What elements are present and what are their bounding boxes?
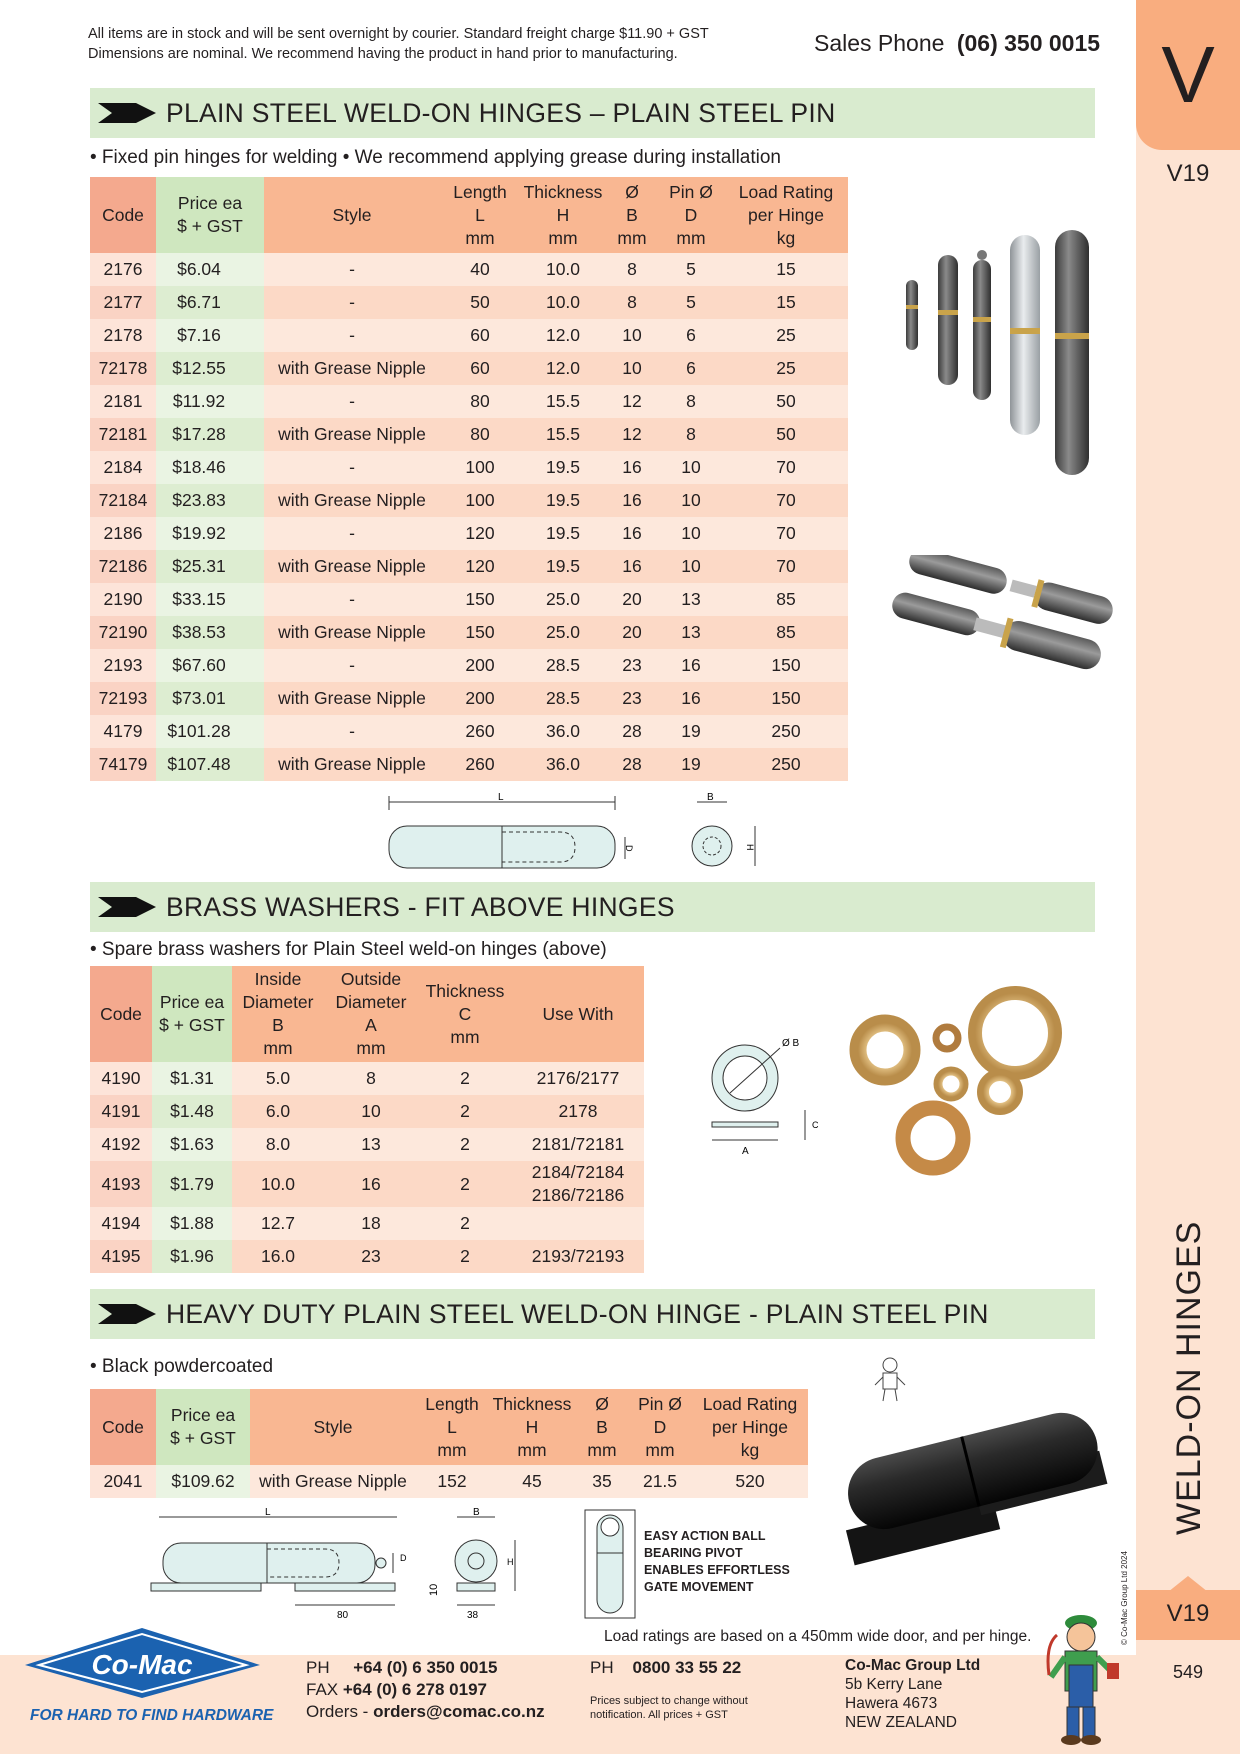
table-cell: $11.92 — [156, 385, 264, 418]
table-cell: 2 — [418, 1062, 512, 1095]
stock-notice — [88, 24, 709, 64]
table-cell: 2041 — [90, 1465, 156, 1498]
dim-D-label: D — [624, 845, 634, 852]
company-name: Co-Mac Group Ltd — [845, 1657, 981, 1674]
table-row[interactable] — [90, 1240, 644, 1273]
column-header: Price ea $ + GST — [156, 1389, 250, 1465]
dim-38-label: 38 — [467, 1610, 479, 1621]
notice-line-2: Dimensions are nominal. We recommend having the product in hand prior to manufacturing. — [88, 46, 678, 62]
callout-line: ENABLES EFFORTLESS — [644, 1563, 790, 1577]
table-cell: 6 — [658, 352, 724, 385]
table-cell: $1.63 — [152, 1128, 232, 1161]
table-cell: 4179 — [90, 715, 156, 748]
table-cell: $17.28 — [156, 418, 264, 451]
table-cell: 20 — [606, 583, 658, 616]
table-cell: 8 — [658, 385, 724, 418]
table-header-row — [90, 966, 644, 1062]
logo-tagline: FOR HARD TO FIND HARDWARE — [30, 1707, 274, 1724]
column-header: Load Rating per Hinge kg — [724, 177, 848, 253]
table-cell: 5 — [658, 253, 724, 286]
column-header: Use With — [512, 966, 644, 1062]
heavy-hinge-photo — [825, 1410, 1125, 1570]
notice-line-1: All items are in stock and will be sent overnight by courier. Standard freight charge $11.90 + GST — [88, 26, 709, 42]
table-cell: 2181/72181 — [512, 1128, 644, 1161]
table-cell: $1.48 — [152, 1095, 232, 1128]
table-cell: with Grease Nipple — [264, 484, 440, 517]
freephone — [590, 1657, 741, 1679]
table-cell: 5.0 — [232, 1062, 324, 1095]
table-cell: 10 — [658, 484, 724, 517]
column-header: Outside Diameter A mm — [324, 966, 418, 1062]
table-cell: $73.01 — [156, 682, 264, 715]
table-cell: 2184/72184 2186/72186 — [512, 1161, 644, 1207]
table-cell: 120 — [440, 550, 520, 583]
table-cell: 40 — [440, 253, 520, 286]
table-cell: 13 — [658, 583, 724, 616]
table-row[interactable] — [90, 418, 848, 451]
table-cell: $1.79 — [152, 1161, 232, 1207]
table-cell: 80 — [440, 385, 520, 418]
table-cell: 15.5 — [520, 385, 606, 418]
ph2-label: PH — [590, 1658, 614, 1677]
table-cell: 19 — [658, 715, 724, 748]
table-cell: 36.0 — [520, 715, 606, 748]
table-cell: 10 — [324, 1095, 418, 1128]
table-cell: 2178 — [90, 319, 156, 352]
table-cell: 72186 — [90, 550, 156, 583]
column-header: Code — [90, 177, 156, 253]
table-cell: 12.0 — [520, 319, 606, 352]
address-line: 5b Kerry Lane — [845, 1676, 943, 1693]
feature-callout — [644, 1528, 790, 1596]
column-header: Length L mm — [416, 1389, 488, 1465]
fax-value[interactable]: +64 (0) 6 278 0197 — [342, 1680, 488, 1699]
table-cell: 250 — [724, 748, 848, 781]
section-letter-tab[interactable]: V — [1136, 0, 1240, 150]
table-cell: $67.60 — [156, 649, 264, 682]
table-cell: 20 — [606, 616, 658, 649]
table-cell: $33.15 — [156, 583, 264, 616]
table-row[interactable] — [90, 550, 848, 583]
brass-washers-photo — [845, 980, 1070, 1180]
section-subtitle: • Fixed pin hinges for welding • We recommend applying grease during installation — [90, 147, 781, 168]
column-header: Pin Ø D mm — [628, 1389, 692, 1465]
table-cell: 150 — [440, 616, 520, 649]
table-cell: $19.92 — [156, 517, 264, 550]
table-row[interactable] — [90, 385, 848, 418]
table-cell: $6.04 — [156, 253, 264, 286]
column-header: Price ea $ + GST — [152, 966, 232, 1062]
table-row[interactable] — [90, 286, 848, 319]
table-cell: 70 — [724, 517, 848, 550]
table-cell: 2 — [418, 1161, 512, 1207]
washer-dimension-drawing — [700, 1030, 835, 1160]
table-cell: 10.0 — [232, 1161, 324, 1207]
table-cell: 6 — [658, 319, 724, 352]
table-cell: 520 — [692, 1465, 808, 1498]
arrow-icon — [98, 103, 156, 123]
table-cell: $107.48 — [156, 748, 264, 781]
table-cell: 8.0 — [232, 1128, 324, 1161]
table-cell: 2 — [418, 1095, 512, 1128]
table-cell: 70 — [724, 451, 848, 484]
table-cell: 10 — [606, 319, 658, 352]
section-code: V19 — [1166, 160, 1210, 187]
table-cell: 70 — [724, 484, 848, 517]
table-cell: - — [264, 451, 440, 484]
page-number: 549 — [1172, 1662, 1204, 1682]
table-cell: 16 — [658, 649, 724, 682]
table-cell: 150 — [724, 649, 848, 682]
table-cell: 8 — [606, 286, 658, 319]
section-code-bottom: V19 — [1166, 1600, 1210, 1627]
table-cell: 152 — [416, 1465, 488, 1498]
table-header-row — [90, 1389, 808, 1465]
load-rating-note: Load ratings are based on a 450mm wide door, and per hinge. — [604, 1628, 1032, 1645]
table-cell: $38.53 — [156, 616, 264, 649]
table-cell: 50 — [440, 286, 520, 319]
table-cell: $101.28 — [156, 715, 264, 748]
table-cell: 15.5 — [520, 418, 606, 451]
prices-note-line: Prices subject to change without — [590, 1695, 748, 1707]
table-cell: 60 — [440, 319, 520, 352]
table-cell: with Grease Nipple — [264, 550, 440, 583]
table-cell: 16 — [324, 1161, 418, 1207]
table-cell: 19 — [658, 748, 724, 781]
table-cell: 12.0 — [520, 352, 606, 385]
column-header: Thickness H mm — [520, 177, 606, 253]
table-row[interactable] — [90, 517, 848, 550]
orders-label: Orders - — [306, 1702, 369, 1721]
dim-80-label: 80 — [337, 1610, 349, 1621]
table-cell: 25.0 — [520, 616, 606, 649]
dim-B-label: B — [707, 792, 714, 803]
table-cell: 25.0 — [520, 583, 606, 616]
table-cell: 16 — [606, 484, 658, 517]
table-cell: 100 — [440, 484, 520, 517]
table-cell: 2193/72193 — [512, 1240, 644, 1273]
table-cell: 18 — [324, 1207, 418, 1240]
section-subtitle: • Spare brass washers for Plain Steel weld-on hinges (above) — [90, 939, 607, 960]
table-row[interactable] — [90, 715, 848, 748]
dim-H-label: H — [507, 1557, 514, 1567]
hinge-photo-vertical — [890, 225, 1130, 480]
prices-note — [590, 1694, 748, 1722]
table-cell: 12 — [606, 418, 658, 451]
table-cell: 260 — [440, 715, 520, 748]
hinge-photo-open — [878, 555, 1123, 705]
table-cell: 8 — [658, 418, 724, 451]
table-cell: 200 — [440, 649, 520, 682]
address-line: Hawera 4673 — [845, 1695, 938, 1712]
sales-label: Sales Phone — [814, 30, 945, 56]
table-cell: 2184 — [90, 451, 156, 484]
section-title: HEAVY DUTY PLAIN STEEL WELD-ON HINGE - PLAIN STEEL PIN — [166, 1298, 989, 1329]
table-cell: 5 — [658, 286, 724, 319]
table-row[interactable] — [90, 1207, 644, 1240]
table-cell: 25 — [724, 319, 848, 352]
table-cell: $7.16 — [156, 319, 264, 352]
ph-value[interactable]: +64 (0) 6 350 0015 — [353, 1658, 498, 1677]
table-cell: 72193 — [90, 682, 156, 715]
table-cell: 100 — [440, 451, 520, 484]
table-cell: with Grease Nipple — [264, 352, 440, 385]
table-cell: 260 — [440, 748, 520, 781]
table-row[interactable] — [90, 1062, 644, 1095]
column-header: Load Rating per Hinge kg — [692, 1389, 808, 1465]
table-cell: 16 — [658, 682, 724, 715]
column-header: Pin Ø D mm — [658, 177, 724, 253]
table-cell: 35 — [576, 1465, 628, 1498]
table-cell: 19.5 — [520, 451, 606, 484]
arrow-icon — [98, 897, 156, 917]
column-header: Thickness C mm — [418, 966, 512, 1062]
table-cell: with Grease Nipple — [264, 748, 440, 781]
table-cell: 23 — [606, 682, 658, 715]
table-cell: with Grease Nipple — [264, 616, 440, 649]
table-cell: - — [264, 715, 440, 748]
column-header: Style — [264, 177, 440, 253]
table-row[interactable] — [90, 583, 848, 616]
arrow-icon — [98, 1304, 156, 1324]
table-row[interactable] — [90, 616, 848, 649]
table-cell: 50 — [724, 385, 848, 418]
column-header: Inside Diameter B mm — [232, 966, 324, 1062]
table-cell: 50 — [724, 418, 848, 451]
table-cell: 16.0 — [232, 1240, 324, 1273]
table-cell: 28 — [606, 748, 658, 781]
hinge-dimension-drawing — [375, 790, 775, 880]
table-row[interactable] — [90, 748, 848, 781]
table-cell: $23.83 — [156, 484, 264, 517]
copyright: © Co-Mac Group Ltd 2024 — [1120, 1551, 1129, 1645]
dim-A-label: A — [742, 1146, 749, 1157]
section-subtitle: • Black powdercoated — [90, 1356, 274, 1377]
table-cell: 16 — [606, 517, 658, 550]
table-cell: - — [264, 253, 440, 286]
section-header-plain-steel — [90, 88, 1095, 138]
callout-line: BEARING PIVOT — [644, 1546, 743, 1560]
table-cell: 2 — [418, 1240, 512, 1273]
table-cell: $25.31 — [156, 550, 264, 583]
table-cell: 23 — [324, 1240, 418, 1273]
company-address — [845, 1656, 980, 1732]
table-cell: 70 — [724, 550, 848, 583]
table-cell: 2181 — [90, 385, 156, 418]
table-cell: with Grease Nipple — [264, 682, 440, 715]
dim-D-label: D — [400, 1553, 407, 1563]
table-cell: 10 — [658, 451, 724, 484]
table-cell: 2186 — [90, 517, 156, 550]
table-cell: with Grease Nipple — [264, 418, 440, 451]
callout-line: GATE MOVEMENT — [644, 1580, 754, 1594]
table-cell: 8 — [606, 253, 658, 286]
section-title: PLAIN STEEL WELD-ON HINGES – PLAIN STEEL PIN — [166, 97, 836, 128]
table-row[interactable] — [90, 253, 848, 286]
logo-text: Co-Mac — [91, 1649, 193, 1680]
table-cell: 72184 — [90, 484, 156, 517]
table-cell: 150 — [724, 682, 848, 715]
heavy-hinge-dimension-drawing — [145, 1505, 640, 1625]
section-header-heavy-duty — [90, 1289, 1095, 1339]
table-cell: 19.5 — [520, 484, 606, 517]
table-cell: $6.71 — [156, 286, 264, 319]
dim-B-label: B — [473, 1507, 480, 1518]
phone-fax-orders — [306, 1657, 545, 1723]
table-cell: 13 — [324, 1128, 418, 1161]
table-cell: - — [264, 385, 440, 418]
sales-phone — [814, 30, 1100, 57]
table-cell: 4190 — [90, 1062, 152, 1095]
table-cell: 21.5 — [628, 1465, 692, 1498]
callout-line: EASY ACTION BALL — [644, 1529, 766, 1543]
table-cell: - — [264, 583, 440, 616]
table-row[interactable] — [90, 1161, 644, 1207]
table-cell: 80 — [440, 418, 520, 451]
orders-email[interactable]: orders@comac.co.nz — [373, 1702, 545, 1721]
table-cell: 2177 — [90, 286, 156, 319]
vertical-section-title: WELD-ON HINGES — [1170, 1220, 1208, 1535]
table-row[interactable] — [90, 319, 848, 352]
ph2-value[interactable]: 0800 33 55 22 — [632, 1658, 742, 1677]
table-cell: 2 — [418, 1128, 512, 1161]
table-row[interactable] — [90, 1465, 808, 1498]
dim-L-label: L — [498, 792, 504, 803]
table-cell: $109.62 — [156, 1465, 250, 1498]
table-cell: 10.0 — [520, 253, 606, 286]
table-row[interactable] — [90, 451, 848, 484]
washer-spec-table — [90, 966, 644, 1273]
table-cell: 2 — [418, 1207, 512, 1240]
table-cell: 4193 — [90, 1161, 152, 1207]
sales-number[interactable]: (06) 350 0015 — [956, 30, 1101, 56]
table-cell: 72181 — [90, 418, 156, 451]
table-cell: $18.46 — [156, 451, 264, 484]
table-cell: 2193 — [90, 649, 156, 682]
table-cell: 2190 — [90, 583, 156, 616]
table-cell: - — [264, 517, 440, 550]
ph-label: PH — [306, 1658, 330, 1677]
fax-label: FAX — [306, 1680, 339, 1699]
table-cell: - — [264, 319, 440, 352]
mascot-icon — [1045, 1605, 1125, 1750]
table-cell: 28.5 — [520, 649, 606, 682]
table-cell: 4192 — [90, 1128, 152, 1161]
table-cell: 150 — [440, 583, 520, 616]
table-cell: 10 — [606, 352, 658, 385]
dim-10-label: 10 — [428, 1583, 440, 1596]
table-cell: 10 — [658, 550, 724, 583]
table-cell: with Grease Nipple — [250, 1465, 416, 1498]
table-cell: 12.7 — [232, 1207, 324, 1240]
table-cell: 4194 — [90, 1207, 152, 1240]
dim-B-label: Ø B — [782, 1038, 800, 1049]
table-cell: - — [264, 649, 440, 682]
table-cell: 16 — [606, 550, 658, 583]
table-cell: 85 — [724, 583, 848, 616]
column-header: Thickness H mm — [488, 1389, 576, 1465]
table-cell: $1.96 — [152, 1240, 232, 1273]
table-cell: 36.0 — [520, 748, 606, 781]
column-header: Ø B mm — [606, 177, 658, 253]
table-cell: 8 — [324, 1062, 418, 1095]
hinge-spec-table — [90, 177, 848, 781]
table-cell: 60 — [440, 352, 520, 385]
address-line: NEW ZEALAND — [845, 1714, 957, 1731]
table-cell: 13 — [658, 616, 724, 649]
column-header: Price ea $ + GST — [156, 177, 264, 253]
table-cell: 72178 — [90, 352, 156, 385]
table-cell: 19.5 — [520, 550, 606, 583]
co-mac-logo[interactable] — [25, 1628, 260, 1698]
table-cell: 28.5 — [520, 682, 606, 715]
table-cell: 6.0 — [232, 1095, 324, 1128]
table-cell: 2176 — [90, 253, 156, 286]
table-row[interactable] — [90, 1128, 644, 1161]
table-cell: 23 — [606, 649, 658, 682]
table-cell: 2178 — [512, 1095, 644, 1128]
table-cell: 74179 — [90, 748, 156, 781]
table-cell: 45 — [488, 1465, 576, 1498]
table-header-row — [90, 177, 848, 253]
column-header: Code — [90, 1389, 156, 1465]
table-cell: 200 — [440, 682, 520, 715]
table-cell — [512, 1207, 644, 1240]
dim-C-label: C — [812, 1120, 819, 1130]
dim-L-label: L — [265, 1507, 271, 1518]
column-header: Ø B mm — [576, 1389, 628, 1465]
section-title: BRASS WASHERS - FIT ABOVE HINGES — [166, 891, 675, 922]
column-header: Style — [250, 1389, 416, 1465]
table-cell: 4195 — [90, 1240, 152, 1273]
table-cell: 250 — [724, 715, 848, 748]
table-cell: 85 — [724, 616, 848, 649]
table-row[interactable] — [90, 1095, 644, 1128]
table-cell: $1.31 — [152, 1062, 232, 1095]
column-header: Length L mm — [440, 177, 520, 253]
table-row[interactable] — [90, 484, 848, 517]
table-row[interactable] — [90, 682, 848, 715]
table-cell: 19.5 — [520, 517, 606, 550]
table-cell: 15 — [724, 253, 848, 286]
table-cell: 120 — [440, 517, 520, 550]
dim-H-label: H — [745, 844, 755, 851]
table-cell: 25 — [724, 352, 848, 385]
mascot-small-icon — [873, 1355, 907, 1403]
table-row[interactable] — [90, 649, 848, 682]
table-cell: $12.55 — [156, 352, 264, 385]
table-cell: 12 — [606, 385, 658, 418]
table-cell: 2176/2177 — [512, 1062, 644, 1095]
table-cell: 10 — [658, 517, 724, 550]
table-cell: 16 — [606, 451, 658, 484]
table-row[interactable] — [90, 352, 848, 385]
table-cell: 10.0 — [520, 286, 606, 319]
table-cell: $1.88 — [152, 1207, 232, 1240]
column-header: Code — [90, 966, 152, 1062]
table-cell: - — [264, 286, 440, 319]
heavy-hinge-spec-table — [90, 1389, 808, 1498]
prices-note-line: notification. All prices + GST — [590, 1709, 728, 1721]
table-cell: 28 — [606, 715, 658, 748]
section-header-washers — [90, 882, 1095, 932]
table-cell: 4191 — [90, 1095, 152, 1128]
table-cell: 72190 — [90, 616, 156, 649]
table-cell: 15 — [724, 286, 848, 319]
